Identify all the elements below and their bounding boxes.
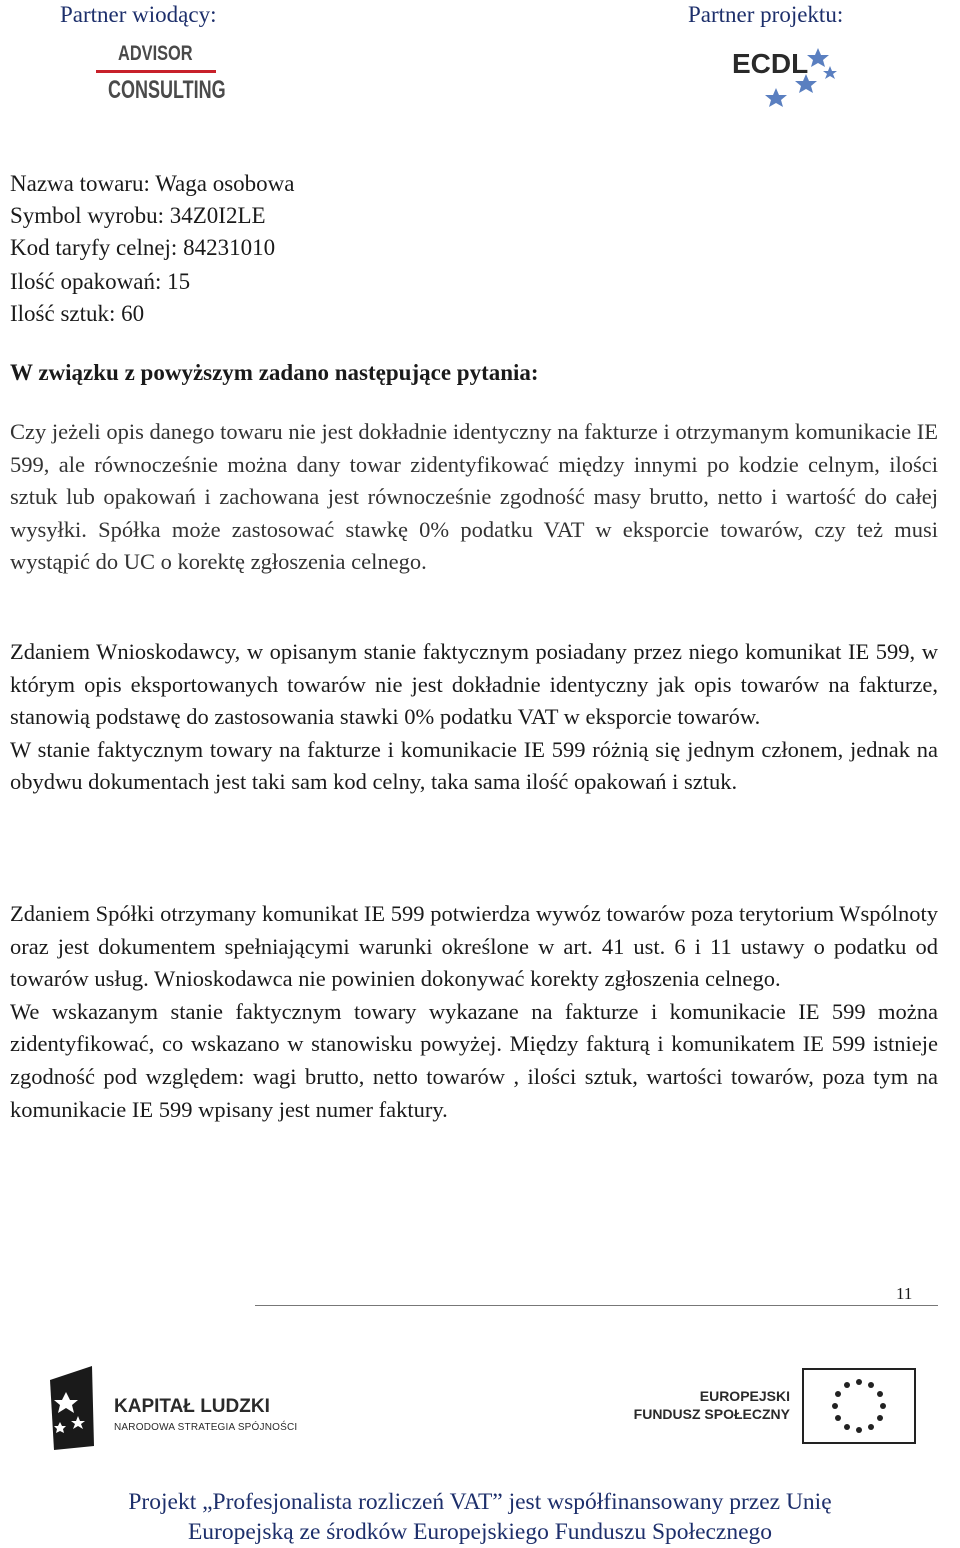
lead-partner-label: Partner wiodący: [60,2,217,27]
eu-fund-line2: FUNDUSZ SPOŁECZNY [633,1406,790,1422]
advisor-logo-word2: CONSULTING [108,76,226,104]
applicant-position [10,636,938,799]
kapital-ludzki-logo [44,1362,304,1454]
kapital-ludzki-subtitle: NARODOWA STRATEGIA SPÓJNOŚCI [114,1422,298,1433]
company-paragraph-1: Zdaniem Spółki otrzymany komunikat IE 599 potwierdza wywóz towarów poza terytorium Wspólnoty oraz jest dokumentem spełniającymi warunki określone w art. 41 ust. 6 i 11 ustawy o podatku od towarów usług. Wnioskodawca nie powinien dokonywać korekty zgłoszenia celnego. [10,901,938,992]
advisor-logo-word1: ADVISOR [118,42,193,65]
ecdl-logo [728,44,840,114]
kapital-ludzki-emblem-icon [44,1362,100,1452]
project-partner-label: Partner projektu: [688,2,844,27]
advisor-logo-red-bar [96,70,216,73]
company-paragraph-2: We wskazanym stanie faktycznym towary wykazane na fakturze i komunikacie IE 599 można zidentyfikować, co wskazano w stanowisku powyżej. Między fakturą i komunikatem IE 599 istnieje zgodność pod względem: wagi brutto, netto towarów , ilości sztuk, wartości towarów, poza tym na komunikacie IE 599 wpisany jest numer faktury. [10,998,938,1122]
package-count: Ilość opakowań: 15 [10,269,191,294]
footer-line-2: Europejską ze środków Europejskiego Funduszu Społecznego [187,1519,773,1545]
advisor-consulting-logo [96,40,226,112]
piece-count: Ilość sztuk: 60 [10,301,145,326]
eu-social-fund-text-logo [633,1382,796,1432]
eu-flag-icon [802,1368,916,1444]
applicant-paragraph-1: Zdaniem Wnioskodawcy, w opisanym stanie faktycznym posiadany przez niego komunikat IE 599, w którym opis eksportowanych towarów nie jest dokładnie identyczny jak opis towarów na fakturze, stanowią podstawę do zastosowania stawki 0% podatku VAT w eksporcie towarów. [10,639,938,730]
ecdl-logo-text: ECDL [732,48,809,79]
applicant-paragraph-2: W stanie faktycznym towary na fakturze i komunikacie IE 599 różnią się jednym członem, jednak na obydwu dokumentach jest taki sam kod celny, taka sama ilość opakowań i sztuk. [10,736,938,795]
footer-line-1: Projekt „Profesjonalista rozliczeń VAT” jest współfinansowany przez Unię [128,1489,832,1515]
footer-rule [255,1305,938,1306]
question-paragraph [10,416,938,579]
kapital-ludzki-title: KAPITAŁ LUDZKI [114,1396,270,1417]
ecdl-stars-icon [758,44,840,114]
customs-code: Kod taryfy celnej: 84231010 [10,235,276,260]
question-heading: W związku z powyższym zadano następujące pytania: [10,360,539,385]
eu-fund-line1: EUROPEJSKI [699,1388,790,1404]
product-symbol: Symbol wyrobu: 34Z0I2LE [10,203,266,228]
company-position [10,898,938,1126]
product-name: Nazwa towaru: Waga osobowa [10,171,295,196]
page-number: 11 [896,1284,913,1303]
question-text: Czy jeżeli opis danego towaru nie jest dokładnie identyczny na fakturze i otrzymanym komunikacie IE 599, ale równocześnie można dany towar zidentyfikować między innymi po kodzie celnym, ilości sztuk lub opakowań i zachowana jest równocześnie zgodność masy brutto, netto i wartość do całej wysyłki. Spółka może zastosować stawkę 0% podatku VAT w eksporcie towarów, czy też musi wystąpić do UC o korektę zgłoszenia celnego. [10,419,938,575]
